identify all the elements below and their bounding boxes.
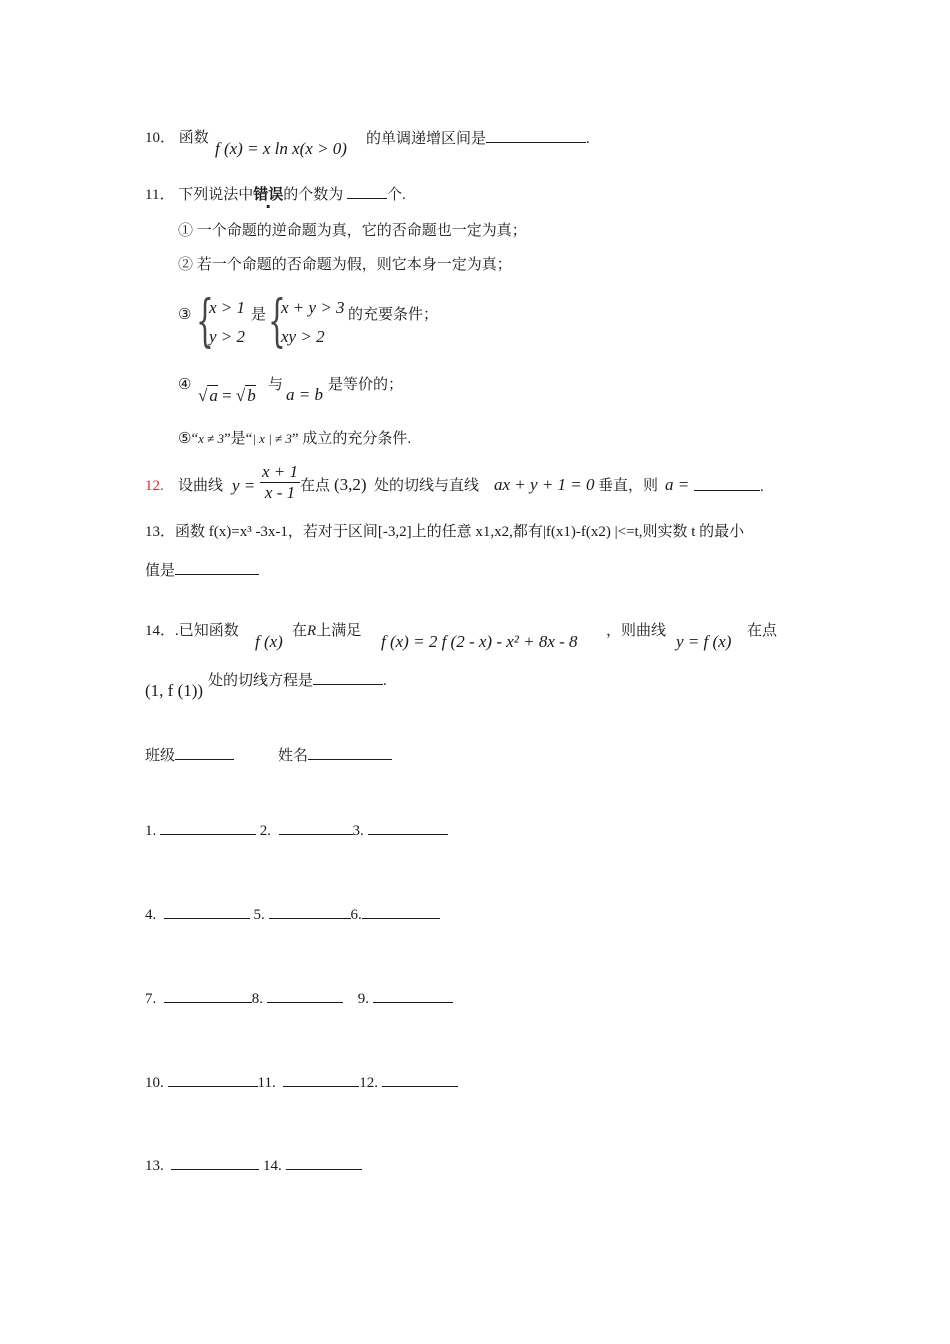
answer-blank	[347, 184, 387, 199]
equation-a-b: a = b	[286, 385, 323, 404]
statement-3-tail: 的充要条件；	[348, 307, 439, 323]
question-text: 下列说法中	[178, 187, 254, 203]
question-number: 14．	[145, 623, 176, 639]
formula-fx: f (x) = x ln x(x > 0)	[215, 139, 347, 158]
line-equation: ax + y + 1 = 0	[494, 475, 595, 494]
question-number: 12.	[145, 478, 164, 494]
fraction: $\frac{x + 1}{x - 1}$	[262, 462, 299, 502]
answer-row: 13. 14.	[145, 1155, 362, 1176]
point: (1, f (1))	[145, 681, 204, 700]
answer-row: 7. 8. 9.	[145, 988, 453, 1009]
question-text: 函数	[178, 130, 209, 146]
system-1-line-1: x > 1	[209, 298, 246, 317]
statement-5: ⑤“x ≠ 3”是“| x | ≠ 3” 成立的充分条件.	[178, 431, 412, 447]
sqrt-equation: √ a = √ b	[198, 386, 256, 405]
statement-4-mid: 与	[268, 377, 284, 393]
question-text: 的单调递增区间是 .	[366, 128, 590, 149]
question-text: 在点	[747, 623, 778, 639]
question-text: 垂直，则	[598, 478, 659, 494]
answer-blank[interactable]	[362, 904, 440, 919]
question-text: 在点	[300, 478, 331, 494]
statement-4-mark: ④	[178, 377, 192, 393]
answer-blank[interactable]	[168, 1072, 258, 1087]
statement-1: ① 一个命题的逆命题为真，它的否命题也一定为真；	[178, 223, 527, 239]
answer-blank[interactable]	[373, 988, 453, 1003]
answer-row: 1. 2. 3.	[145, 820, 448, 841]
answer-blank	[313, 670, 383, 685]
answer-blank[interactable]	[286, 1155, 362, 1170]
functional-equation: f (x) = 2 f (2 - x) - x² + 8x - 8	[381, 632, 578, 651]
answer-blank	[486, 128, 586, 143]
system-2-line-1: x + y > 3	[281, 298, 345, 317]
answer-blank	[175, 560, 259, 575]
answer-blank[interactable]	[267, 988, 343, 1003]
system-2-line-2: xy > 2	[281, 327, 325, 346]
answer-blank[interactable]	[160, 820, 256, 835]
answer-row: 10. 11. 12.	[145, 1072, 458, 1093]
statement-3-mid: 是	[251, 307, 267, 323]
brace-icon: {	[196, 289, 214, 354]
answer-blank[interactable]	[171, 1155, 259, 1170]
a-equals: a =	[665, 475, 690, 494]
question-10	[145, 128, 209, 148]
question-text: ，则曲线	[606, 623, 667, 639]
statement-2: ② 若一个命题的否命题为假，则它本身一定为真；	[178, 257, 512, 273]
formula-y: y =	[232, 476, 256, 495]
formula-fx: f (x)	[255, 632, 283, 651]
question-text: 处的切线方程是 .	[208, 670, 387, 691]
question-number: 10．	[145, 130, 176, 146]
answer-blank[interactable]	[164, 904, 250, 919]
question-text: 处的切线与直线	[374, 478, 480, 494]
question-number: 11．	[145, 187, 175, 203]
statement-4-tail: 是等价的；	[328, 377, 404, 393]
answer-blank[interactable]	[368, 820, 448, 835]
question-14: 14．.已知函数	[145, 623, 239, 639]
emphasis-text: 错误	[253, 185, 284, 203]
question-text: 在R上满足	[292, 623, 362, 639]
name-blank[interactable]	[308, 745, 392, 760]
point: (3,2)	[334, 475, 367, 494]
question-11: 11． 下列说法中错误的个数为 个.	[145, 185, 406, 203]
answer-blank[interactable]	[283, 1072, 359, 1087]
class-label: 班级	[145, 748, 176, 764]
question-13: 13．函数 f(x)=x³ -3x-1，若对于区间[-3,2]上的任意 x1,x2,都有|f(x1)-f(x2) |<=t,则实数 t 的最小	[145, 524, 745, 540]
system-1-line-2: y > 2	[209, 327, 246, 346]
class-field[interactable]	[145, 745, 234, 766]
statement-3-mark: ③	[178, 307, 192, 323]
class-blank[interactable]	[175, 745, 234, 760]
answer-blank[interactable]	[269, 904, 351, 919]
question-13-line-2: 值是	[145, 560, 259, 581]
curve-equation: y = f (x)	[676, 632, 732, 651]
answer-blank[interactable]	[164, 988, 252, 1003]
answer-blank[interactable]	[382, 1072, 458, 1087]
name-field[interactable]	[278, 745, 392, 766]
answer-row: 4. 5. 6.	[145, 904, 440, 925]
answer-blank[interactable]	[279, 820, 353, 835]
question-text: 设曲线	[178, 478, 224, 494]
answer-line: .	[694, 476, 764, 497]
brace-icon: {	[268, 289, 286, 354]
answer-blank	[694, 476, 760, 491]
name-label: 姓名	[278, 748, 309, 764]
